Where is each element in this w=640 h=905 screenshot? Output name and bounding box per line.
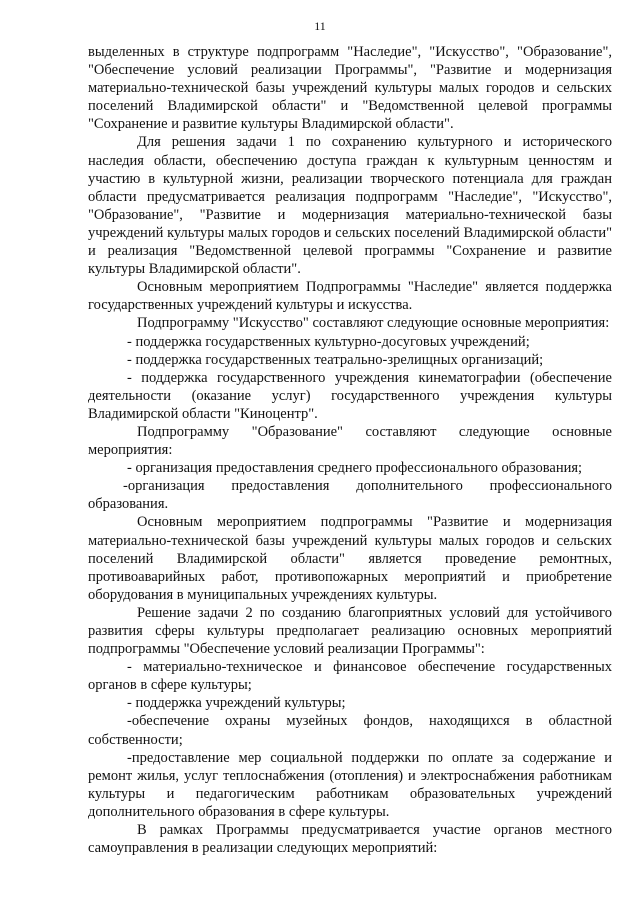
- list-item-material-support: - материально-техническое и финансовое обеспечение государственных органов в сфере культуры;: [88, 659, 612, 694]
- list-item-cultural-leisure: - поддержка государственных культурно-досуговых учреждений;: [127, 333, 530, 350]
- list-item-social-support: -предоставление мер социальной поддержки по оплате за содержание и ремонт жилья, услуг теплоснабжения (отопления) и электроснабжения работникам культуры и педагогическим работникам образовательных учреждений дополнительного образования в сфере культуры.: [88, 749, 612, 820]
- list-item-museum-protection: -обеспечение охраны музейных фондов, находящихся в областной собственности;: [88, 713, 612, 748]
- paragraph-heritage: Основным мероприятием Подпрограммы "Наследие" является поддержка государственных учреждений культуры и искусства.: [88, 279, 612, 314]
- list-item-institution-support: - поддержка учреждений культуры;: [127, 695, 346, 712]
- paragraph-art-intro: Подпрограмму "Искусство" составляют следующие основные мероприятия:: [137, 315, 610, 332]
- paragraph-local-government: В рамках Программы предусматривается участие органов местного самоуправления в реализации следующих мероприятий:: [88, 822, 612, 857]
- page-number: 11: [314, 19, 326, 33]
- paragraph-task-1: Для решения задачи 1 по сохранению культурного и исторического наследия области, обеспечению доступа граждан к культурным ценностям и участию в культурной жизни, реализации творческого потенциала для граждан области предусматривается реализация подпрограмм "Наследие", "Искусство", "Образование", "Развитие и модернизация материально-технической базы учреждений культуры малых городов и сельских поселений Владимирской области" и реализация "Ведомственной целевой программы "Сохранение и развитие культуры Владимирской области".: [88, 134, 612, 278]
- list-item-cinema: - поддержка государственного учреждения кинематографии (обеспечение деятельности (оказание услуг) государственного учреждения культуры Владимирской области "Киноцентр".: [88, 369, 612, 422]
- paragraph-education-intro: Подпрограмму "Образование" составляют следующие основные мероприятия:: [88, 423, 612, 459]
- paragraph-modernization: Основным мероприятием подпрограммы "Развитие и модернизация материально-технической базы учреждений культуры малых городов и сельских поселений Владимирской области" является проведение ремонтных, противоаварийных работ, противопожарных мероприятий и приобретение оборудования в муниципальных учреждениях культуры.: [88, 514, 612, 603]
- paragraph-task-2: Решение задачи 2 по созданию благоприятных условий для устойчивого развития сферы культуры предполагает реализацию основных мероприятий подпрограммы "Обеспечение условий реализации Программы":: [88, 604, 612, 658]
- document-body: [88, 43, 612, 857]
- paragraph-structure-intro: выделенных в структуре подпрограмм "Наследие", "Искусство", "Образование", "Обеспечение условий реализации Программы", "Развитие и модернизация материально-технической базы учреждений культуры малых городов и сельских поселений Владимирской области" и "Ведомственной целевой программы "Сохранение и развитие культуры Владимирской области".: [88, 44, 612, 133]
- list-item-theatre: - поддержка государственных театрально-зрелищных организаций;: [127, 351, 544, 368]
- list-item-secondary-education: - организация предоставления среднего профессионального образования;: [127, 460, 583, 477]
- list-item-additional-education: -организация предоставления дополнительного профессионального образования.: [88, 478, 612, 513]
